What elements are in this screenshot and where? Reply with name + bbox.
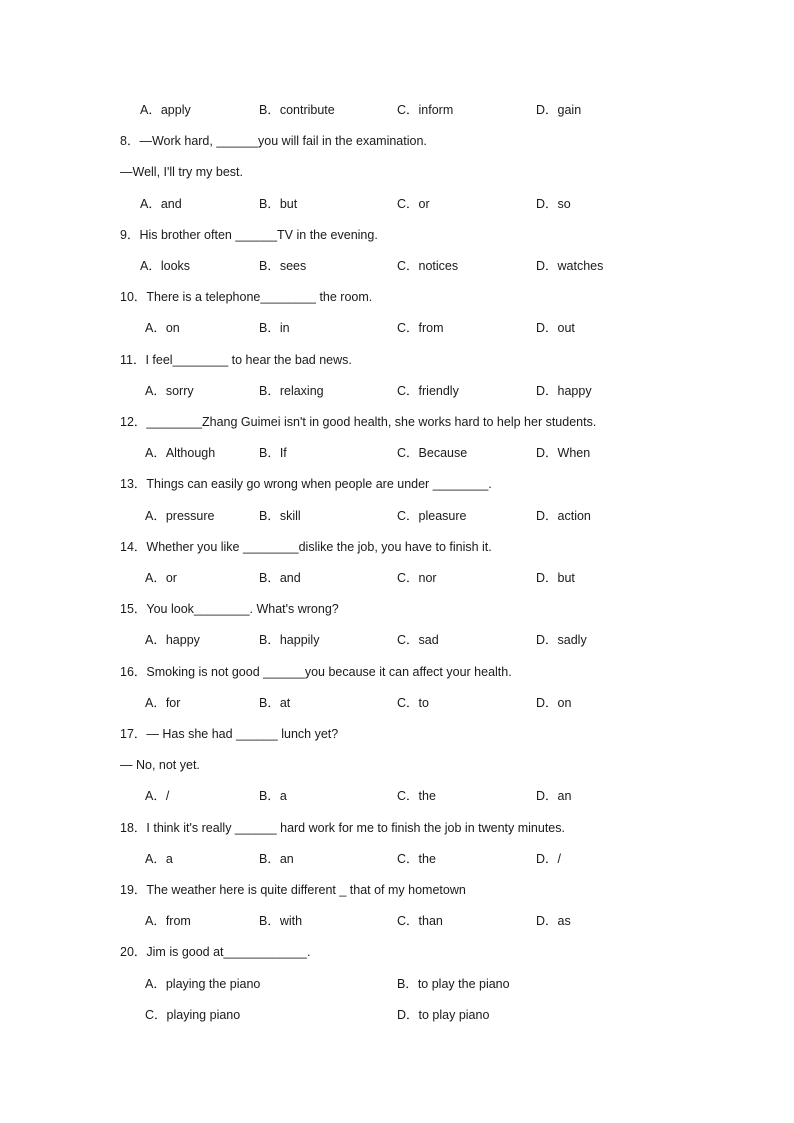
option-b[interactable]: B．to play the piano [397, 977, 510, 991]
option-b[interactable]: B．happily [259, 633, 320, 647]
options-row [0, 786, 794, 806]
option-d[interactable]: D．watches [536, 259, 604, 273]
question-text: 14．Whether you like ________dislike the job, you have to finish it. [120, 540, 492, 554]
option-a[interactable]: A．/ [145, 789, 170, 803]
option-c[interactable]: C．inform [397, 103, 454, 117]
option-c[interactable]: C．from [397, 321, 444, 335]
options-row [0, 1005, 794, 1025]
option-d[interactable]: D．action [536, 509, 591, 523]
option-b[interactable]: B．an [259, 852, 294, 866]
option-c[interactable]: C．the [397, 789, 436, 803]
option-b[interactable]: B．and [259, 571, 301, 585]
option-d[interactable]: D．on [536, 696, 572, 710]
option-a[interactable]: A．pressure [145, 509, 215, 523]
option-b[interactable]: B．If [259, 446, 287, 460]
option-d[interactable]: D．sadly [536, 633, 587, 647]
option-a[interactable]: A．apply [140, 103, 191, 117]
question-text: 11．I feel________ to hear the bad news. [120, 353, 352, 367]
option-c[interactable]: C．nor [397, 571, 437, 585]
option-b[interactable]: B．a [259, 789, 287, 803]
option-b[interactable]: B．at [259, 696, 291, 710]
option-c[interactable]: C．than [397, 914, 443, 928]
option-d[interactable]: D．gain [536, 103, 582, 117]
options-row [0, 568, 794, 588]
options-row [0, 506, 794, 526]
option-b[interactable]: B．sees [259, 259, 307, 273]
question-text: 12．________Zhang Guimei isn't in good health, she works hard to help her students. [120, 415, 597, 429]
option-c[interactable]: C．to [397, 696, 429, 710]
options-row [0, 256, 794, 276]
question-text: 17．— Has she had ______ lunch yet? [120, 727, 339, 741]
option-a[interactable]: A．on [145, 321, 180, 335]
option-d[interactable]: D．to play piano [397, 1008, 490, 1022]
question-text: 19．The weather here is quite different _ that of my hometown [120, 883, 466, 897]
options-row [0, 974, 794, 994]
question-text: 10．There is a telephone________ the room. [120, 290, 373, 304]
options-row [0, 630, 794, 650]
option-a[interactable]: A．from [145, 914, 191, 928]
option-a[interactable]: A．or [145, 571, 177, 585]
option-a[interactable]: A．happy [145, 633, 200, 647]
option-c[interactable]: C．notices [397, 259, 459, 273]
options-row [0, 849, 794, 869]
option-d[interactable]: D．as [536, 914, 571, 928]
question-text: 13．Things can easily go wrong when people are under ________. [120, 477, 492, 491]
option-a[interactable]: A．Although [145, 446, 216, 460]
option-b[interactable]: B．contribute [259, 103, 335, 117]
option-a[interactable]: A．for [145, 696, 181, 710]
options-row [0, 100, 794, 120]
question-text: 15．You look________. What's wrong? [120, 602, 339, 616]
option-b[interactable]: B．skill [259, 509, 301, 523]
option-a[interactable]: A．looks [140, 259, 191, 273]
question-text: —Well, I'll try my best. [120, 165, 244, 179]
question-text: 20．Jim is good at____________. [120, 945, 311, 959]
option-c[interactable]: C．the [397, 852, 436, 866]
option-d[interactable]: D．When [536, 446, 591, 460]
options-row [0, 911, 794, 931]
option-d[interactable]: D．out [536, 321, 575, 335]
option-a[interactable]: A．and [140, 197, 182, 211]
option-d[interactable]: D．happy [536, 384, 592, 398]
option-a[interactable]: A．playing the piano [145, 977, 261, 991]
option-c[interactable]: C．sad [397, 633, 439, 647]
option-c[interactable]: C．pleasure [397, 509, 467, 523]
options-row [0, 318, 794, 338]
option-c[interactable]: C．friendly [397, 384, 459, 398]
option-a[interactable]: A．sorry [145, 384, 194, 398]
option-b[interactable]: B．but [259, 197, 298, 211]
option-b[interactable]: B．relaxing [259, 384, 324, 398]
question-text: 9．His brother often ______TV in the evening. [120, 228, 378, 242]
option-b[interactable]: B．with [259, 914, 303, 928]
question-text: — No, not yet. [120, 758, 200, 772]
option-c[interactable]: C．Because [397, 446, 468, 460]
option-d[interactable]: D．/ [536, 852, 562, 866]
option-d[interactable]: D．an [536, 789, 572, 803]
option-a[interactable]: A．a [145, 852, 173, 866]
options-row [0, 443, 794, 463]
option-c[interactable]: C．or [397, 197, 430, 211]
options-row [0, 381, 794, 401]
option-d[interactable]: D．so [536, 197, 571, 211]
option-d[interactable]: D．but [536, 571, 575, 585]
option-c[interactable]: C．playing piano [145, 1008, 241, 1022]
options-row [0, 194, 794, 214]
question-text: 18．I think it's really ______ hard work for me to finish the job in twenty minutes. [120, 821, 565, 835]
question-text: 8．—Work hard, ______you will fail in the examination. [120, 134, 427, 148]
options-row [0, 693, 794, 713]
question-text: 16．Smoking is not good ______you because it can affect your health. [120, 665, 512, 679]
option-b[interactable]: B．in [259, 321, 290, 335]
